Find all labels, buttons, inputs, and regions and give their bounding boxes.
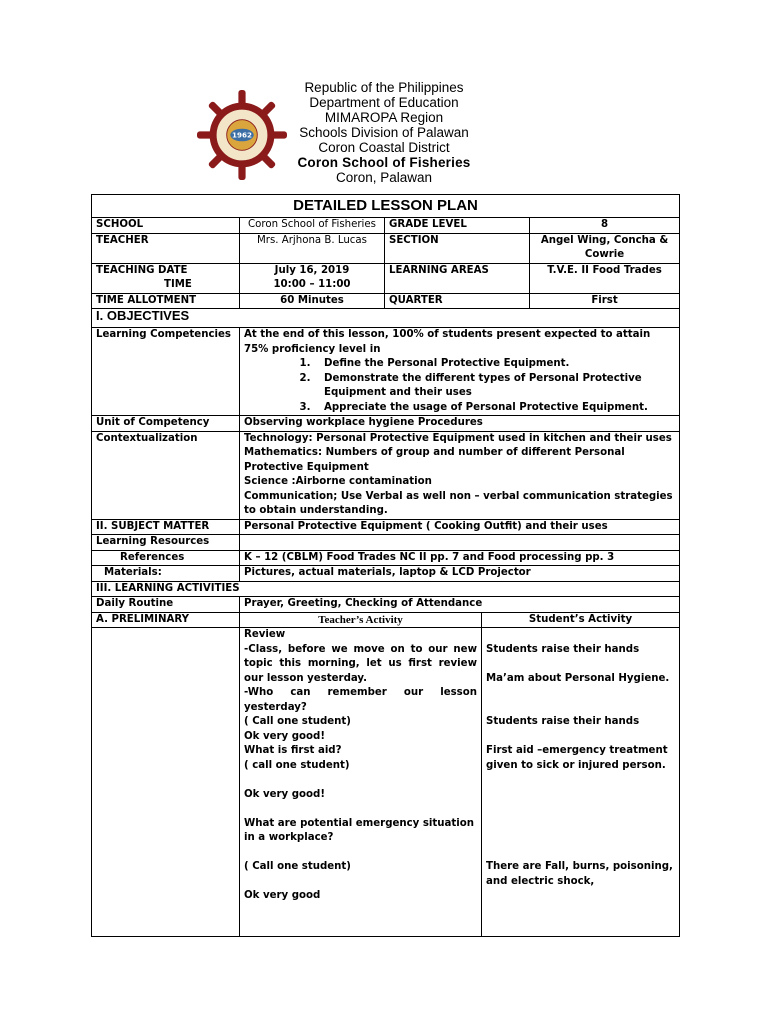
table-row — [92, 566, 680, 582]
context-line: Communication; Use Verbal as well non – verbal communication strategies to obtain understanding. — [244, 490, 673, 516]
teacher-line: Ok very good! — [244, 788, 325, 800]
table-row — [92, 519, 680, 535]
context-cell — [240, 431, 680, 519]
context-label: Contextualization — [92, 431, 240, 519]
objective-list — [244, 357, 675, 415]
subject-label: II. SUBJECT MATTER — [92, 519, 240, 535]
date-time-values — [240, 263, 385, 293]
teacher-line: -Who can remember our lesson yesterday? — [244, 687, 477, 713]
teacher-line: Ok very good! — [244, 730, 325, 742]
table-row — [92, 431, 680, 519]
header-line: Republic of the Philippines — [304, 80, 464, 95]
allot-value: 60 Minutes — [240, 293, 385, 309]
letterhead-text — [284, 80, 484, 185]
references-label: References — [92, 550, 240, 566]
activity-blank-cell — [92, 628, 240, 937]
table-row — [92, 263, 680, 293]
routine-label: Daily Routine — [92, 597, 240, 613]
grade-value: 8 — [530, 218, 680, 234]
subject-value: Personal Protective Equipment ( Cooking Outfit) and their uses — [240, 519, 680, 535]
materials-value: Pictures, actual materials, laptop & LCD Projector — [240, 566, 680, 582]
student-line: Students raise their hands — [486, 643, 640, 655]
lesson-plan-table — [91, 194, 680, 937]
date-time-labels — [92, 263, 240, 293]
letterhead — [0, 78, 768, 188]
table-row — [92, 293, 680, 309]
section-label: SECTION — [385, 233, 530, 263]
list-item: 3. Appreciate the usage of Personal Protective Equipment. — [314, 401, 675, 416]
grade-label: GRADE LEVEL — [385, 218, 530, 234]
competencies-label: Learning Competencies — [92, 328, 240, 416]
competencies-cell — [240, 328, 680, 416]
student-activity-header: Student’s Activity — [482, 612, 680, 628]
teacher-activity-header: Teacher’s Activity — [240, 612, 482, 628]
resources-label: Learning Resources — [92, 535, 240, 551]
section-value: Angel Wing, Concha & Cowrie — [530, 233, 680, 263]
activity-row — [92, 628, 680, 937]
time-label: TIME — [164, 279, 192, 290]
table-row — [92, 218, 680, 234]
header-line: Schools Division of Palawan — [299, 125, 469, 140]
teacher-value: Mrs. Arjhona B. Lucas — [240, 233, 385, 263]
teacher-activity-cell — [240, 628, 482, 937]
table-row — [92, 535, 680, 551]
unit-label: Unit of Competency — [92, 416, 240, 432]
table-row — [92, 328, 680, 416]
context-line: Science :Airborne contamination — [244, 476, 432, 487]
table-row — [92, 233, 680, 263]
school-label: SCHOOL — [92, 218, 240, 234]
school-value: Coron School of Fisheries — [240, 218, 385, 234]
allot-label: TIME ALLOTMENT — [92, 293, 240, 309]
title-row — [92, 195, 680, 218]
table-row — [92, 597, 680, 613]
header-line: Coron Coastal District — [318, 140, 450, 155]
student-line: Students raise their hands — [486, 716, 640, 727]
student-activity-cell — [482, 628, 680, 937]
table-row — [92, 612, 680, 628]
date-value: July 16, 2019 — [274, 264, 350, 276]
teacher-line: -Class, before we move on to our new topic this morning, let us first review our lesson yesterday. — [244, 643, 477, 684]
table-row — [92, 581, 680, 597]
materials-label: Materials: — [92, 566, 240, 582]
context-line: Mathematics: Numbers of group and number of different Personal Protective Equipment — [244, 447, 625, 473]
student-line: First aid –emergency treatment given to sick or injured person. — [486, 745, 668, 771]
date-label: TEACHING DATE — [96, 264, 188, 276]
areas-value: T.V.E. II Food Trades — [530, 263, 680, 293]
review-label: Review — [244, 629, 286, 640]
seal-year: 1962 — [231, 130, 253, 140]
teacher-line: ( Call one student) — [244, 861, 351, 872]
school-name: Coron School of Fisheries — [297, 155, 471, 170]
references-value: K – 12 (CBLM) Food Trades NC II pp. 7 and Food processing pp. 3 — [240, 550, 680, 566]
table-row — [92, 309, 680, 328]
competencies-intro: At the end of this lesson, 100% of students present expected to attain 75% proficiency level in — [244, 329, 651, 355]
teacher-line: Ok very good — [244, 890, 321, 901]
objectives-heading: I. OBJECTIVES — [92, 309, 680, 328]
areas-label: LEARNING AREAS — [385, 263, 530, 293]
preliminary-label: A. PRELIMINARY — [92, 612, 240, 628]
teacher-label: TEACHER — [92, 233, 240, 263]
header-line: Department of Education — [309, 95, 459, 110]
list-item: 2. Demonstrate the different types of Personal Protective Equipment and their uses — [314, 372, 675, 401]
unit-value: Observing workplace hygiene Procedures — [240, 416, 680, 432]
quarter-value: First — [530, 293, 680, 309]
teacher-line: ( call one student) — [244, 759, 350, 771]
context-line: Technology: Personal Protective Equipment used in kitchen and their uses — [244, 432, 672, 444]
resources-value — [240, 535, 680, 551]
table-row — [92, 416, 680, 432]
teacher-line: ( Call one student) — [244, 716, 351, 727]
quarter-label: QUARTER — [385, 293, 530, 309]
time-value: 10:00 – 11:00 — [273, 279, 351, 290]
school-location: Coron, Palawan — [335, 170, 433, 185]
list-item: 1. Define the Personal Protective Equipment. — [314, 357, 675, 372]
teacher-line: What are potential emergency situation in a workplace? — [244, 817, 475, 843]
plan-title: DETAILED LESSON PLAN — [92, 195, 680, 218]
header-line: MIMAROPA Region — [324, 110, 444, 125]
activities-label: III. LEARNING ACTIVITIES — [92, 581, 680, 597]
teacher-line: What is first aid? — [244, 745, 342, 756]
school-seal-logo — [197, 90, 287, 180]
student-line: Ma’am about Personal Hygiene. — [486, 672, 670, 684]
routine-value: Prayer, Greeting, Checking of Attendance — [240, 597, 680, 613]
table-row — [92, 550, 680, 566]
student-line: There are Fall, burns, poisoning, and electric shock, — [486, 861, 673, 887]
